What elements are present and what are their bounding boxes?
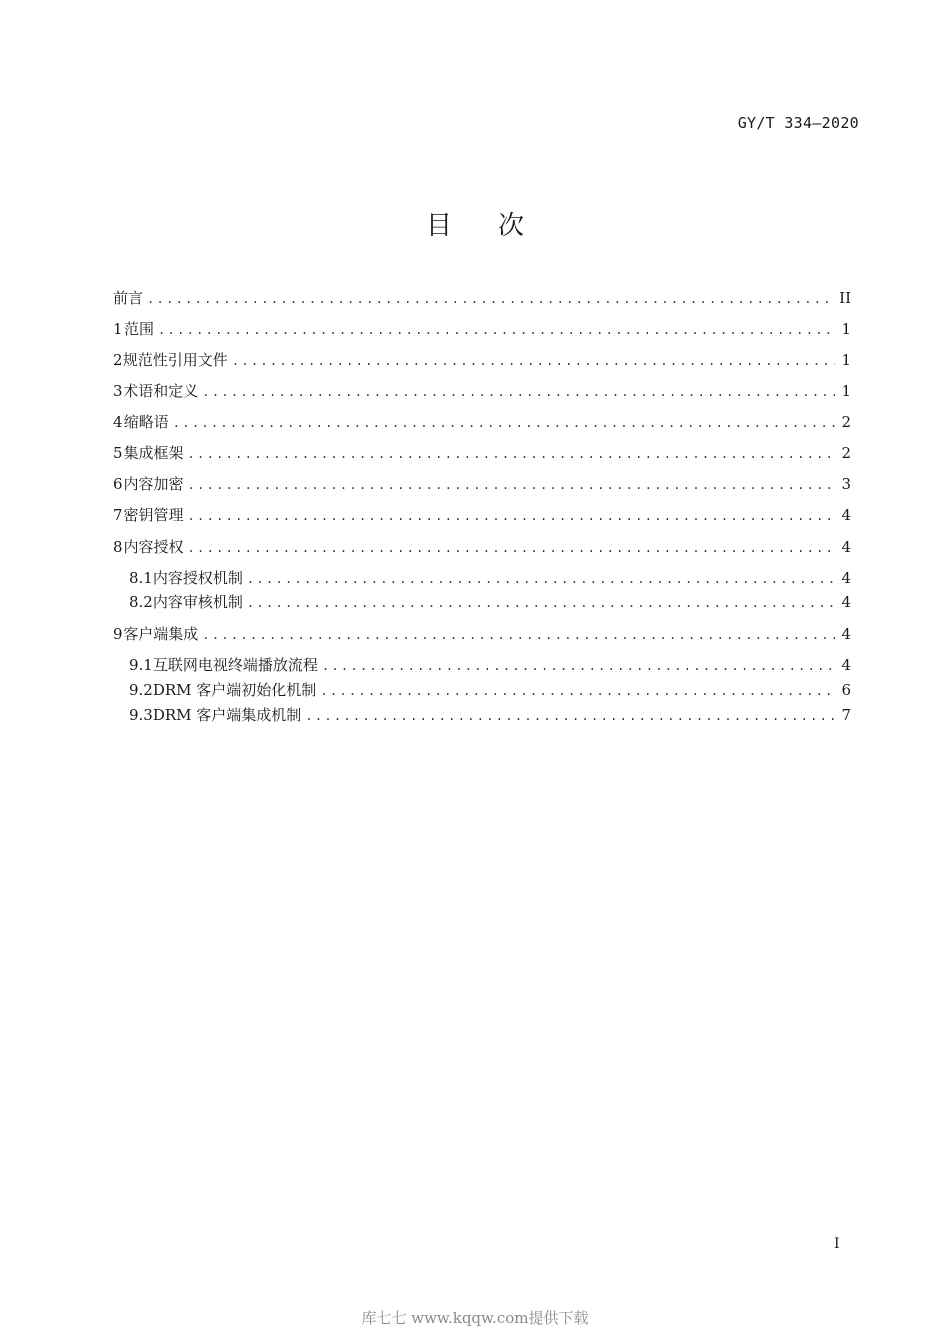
toc-entry-label: 缩略语 [123,413,169,431]
toc-leader-dots [247,593,835,613]
toc-entry-number: 8.1 [129,569,153,587]
toc-entry-page: 2 [841,444,851,462]
toc-entry-9[interactable] [113,624,851,644]
toc-entry-2[interactable] [113,350,851,370]
toc-entry-number: 2 [113,351,123,369]
toc-entry-foreword[interactable] [113,288,851,308]
toc-entry-label: 术语和定义 [123,382,199,400]
toc-entry-6[interactable] [113,474,851,494]
toc-leader-dots [158,320,835,340]
toc-entry-page: 4 [841,656,851,674]
toc-entry-page: 4 [841,569,851,587]
download-watermark: 库七七 www.kqqw.com提供下载 [361,1309,589,1327]
toc-entry-page: 7 [841,706,851,724]
toc-entry-page: 4 [841,506,851,524]
toc-entry-number: 9 [113,625,123,643]
table-of-contents [113,0,851,760]
toc-entry-5[interactable] [113,443,851,463]
toc-entry-4[interactable] [113,412,851,432]
toc-leader-dots [202,625,835,645]
toc-entry-number: 9.3 [129,706,153,724]
page-title: 目次 [425,211,570,241]
toc-leader-dots [322,656,835,676]
toc-entry-label: 前言 [113,289,144,307]
toc-entry-8[interactable] [113,537,851,557]
toc-entry-label: 规范性引用文件 [122,351,228,369]
toc-entry-9-3[interactable] [129,705,851,725]
toc-entry-page: 1 [841,351,851,369]
toc-entry-label: 互联网电视终端播放流程 [152,656,318,674]
toc-entry-number: 4 [113,413,123,431]
toc-entry-label: 集成框架 [123,444,184,462]
toc-entry-number: 9.1 [129,656,153,674]
toc-entry-9-2[interactable] [129,680,851,700]
toc-entry-1[interactable] [113,319,851,339]
page-number: I [834,1236,840,1252]
toc-entry-9-1[interactable] [129,655,851,675]
toc-entry-number: 9.2 [129,681,153,699]
toc-leader-dots [188,506,835,526]
toc-leader-dots [173,413,835,433]
toc-entry-number: 7 [113,506,123,524]
toc-entry-8-1[interactable] [129,568,851,588]
toc-leader-dots [305,706,835,726]
toc-entry-label: 客户端集成 [123,625,199,643]
toc-entry-page: 4 [841,625,851,643]
toc-entry-page: 1 [841,382,851,400]
toc-entry-page: 6 [841,681,851,699]
toc-leader-dots [202,382,835,402]
toc-entry-page: 4 [841,538,851,556]
toc-entry-number: 8.2 [129,593,153,611]
toc-entry-label: 内容授权 [123,538,184,556]
toc-entry-label: 内容审核机制 [152,593,243,611]
document-code: GY/T 334—2020 [737,114,859,132]
toc-entry-number: 5 [113,444,123,462]
toc-leader-dots [188,475,835,495]
toc-entry-page: 3 [841,475,851,493]
toc-entry-number: 3 [113,382,123,400]
toc-entry-page: 1 [841,320,851,338]
toc-leader-dots [232,351,835,371]
toc-entry-label: 内容授权机制 [152,569,243,587]
toc-entry-7[interactable] [113,505,851,525]
toc-entry-page: 4 [841,593,851,611]
toc-leader-dots [247,569,835,589]
toc-entry-label: DRM 客户端初始化机制 [152,681,317,699]
toc-entry-8-2[interactable] [129,592,851,612]
toc-leader-dots [147,289,833,309]
toc-leader-dots [320,681,835,701]
toc-entry-label: DRM 客户端集成机制 [152,706,302,724]
toc-leader-dots [188,538,835,558]
toc-leader-dots [188,444,835,464]
toc-entry-label: 密钥管理 [123,506,184,524]
toc-entry-page: 2 [841,413,851,431]
toc-entry-number: 6 [113,475,123,493]
toc-entry-number: 8 [113,538,123,556]
toc-entry-label: 内容加密 [123,475,184,493]
toc-entry-label: 范围 [124,320,155,338]
toc-entry-3[interactable] [113,381,851,401]
toc-entry-page: II [839,289,851,307]
toc-entry-number: 1 [113,320,123,338]
